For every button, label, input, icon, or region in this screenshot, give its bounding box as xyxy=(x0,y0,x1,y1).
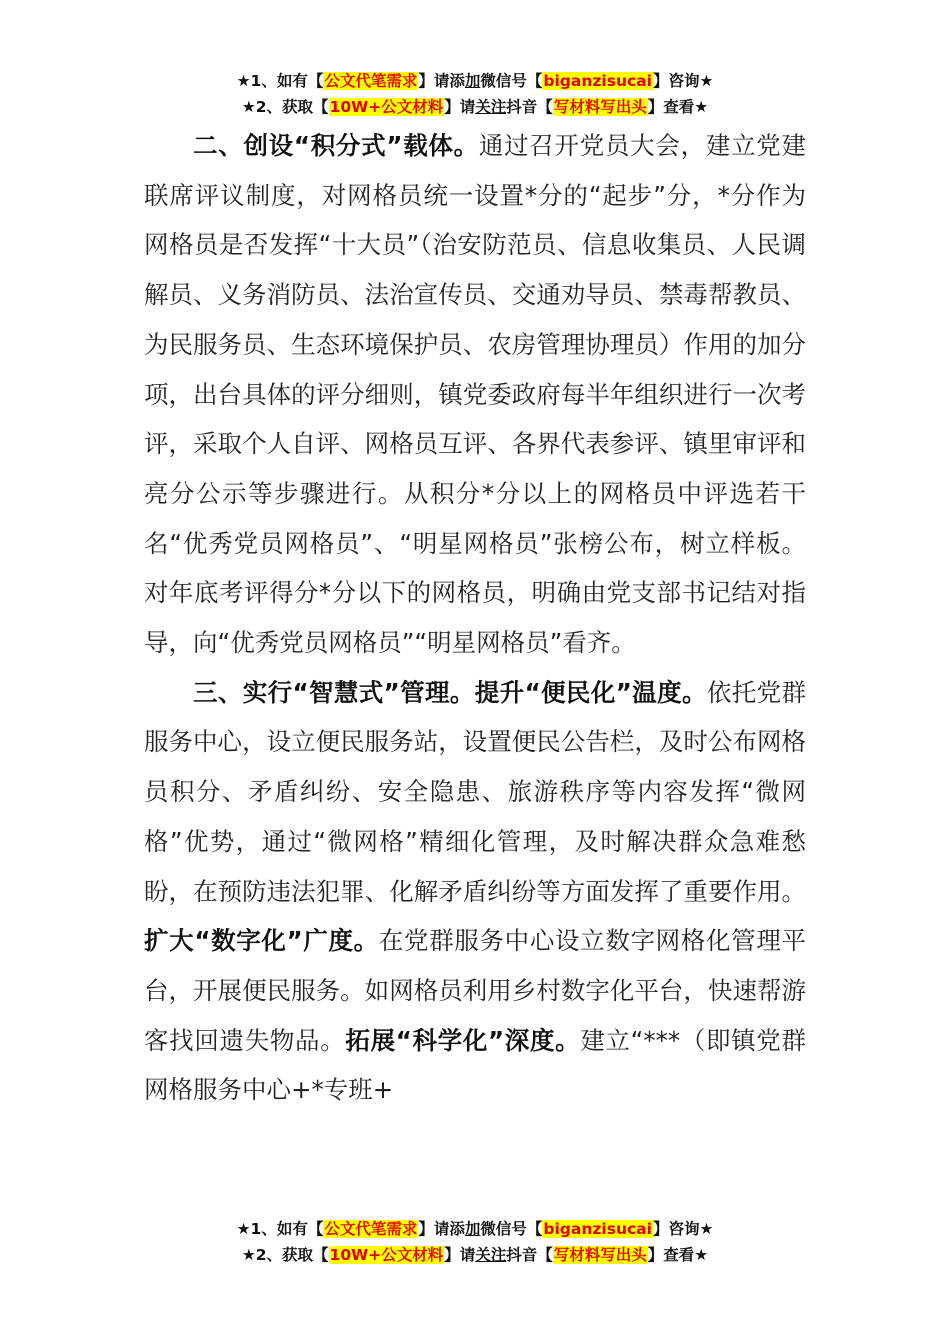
subheading: 扩大“数字化”广度。 xyxy=(144,926,379,956)
banner-text: 微信号【 xyxy=(480,1220,543,1238)
paragraph-text: 通过召开党员大会，建立党建联席评议制度，对网格员统一设置*分的“起步”分，*分作为网格员是否发挥“十大员”（治安防范员、信息收集员、人民调解员、义务消防员、法治宣传员、交通劝导员、禁毒帮教员、为民服务员、生态环境保护员、农房管理协理员）作用的加分项，出台具体的评分细则，镇党委政府每半年组织进行一次考评，采取个人自评、网格员互评、各界代表参评、镇里审评和亮分公示等步骤进行。从积分*分以上的网格员中评选若干名“优秀党员网格员”、“明星网格员”张榜公布，树立样板。对年底考评得分*分以下的网格员，明确由党支部书记结对指导，向“优秀党员网格员”“明星网格员”看齐。 xyxy=(144,131,807,658)
banner-text: 抖音【 xyxy=(506,1246,553,1264)
banner-text: ★2、获取【 xyxy=(241,1246,329,1264)
douyin-id-highlight: 写材料写出头 xyxy=(553,1246,647,1264)
banner-text: 】请添 xyxy=(418,72,465,90)
document-body xyxy=(144,121,806,1115)
wechat-id-highlight: biganzisucai xyxy=(543,1220,652,1238)
footer-banner xyxy=(0,1216,950,1268)
banner-line-1 xyxy=(0,1216,950,1242)
banner-text: 微信号【 xyxy=(480,72,543,90)
banner-text: 】请 xyxy=(444,1246,476,1264)
paragraph-section-2 xyxy=(144,121,806,668)
banner-highlight: 公文代笔需求 xyxy=(324,1220,418,1238)
banner-text: ★2、获取【 xyxy=(241,98,329,116)
header-banner xyxy=(0,68,950,120)
banner-underline: 加 xyxy=(464,1220,481,1238)
banner-text: ★1、如有【 xyxy=(236,1220,324,1238)
banner-underline: 关注 xyxy=(475,1246,507,1264)
banner-text: 】请添 xyxy=(418,1220,465,1238)
banner-text: 】请 xyxy=(444,98,476,116)
banner-text: 】查看★ xyxy=(647,1246,709,1264)
banner-highlight: 10W+公文材料 xyxy=(329,98,444,116)
banner-text: 】咨询★ xyxy=(652,1220,714,1238)
banner-text: 】查看★ xyxy=(647,98,709,116)
banner-text: 】咨询★ xyxy=(652,72,714,90)
paragraph-text: 建立“***（即镇党群网格服务中心+*专班+ xyxy=(144,1025,806,1105)
paragraph-section-3 xyxy=(144,668,806,1115)
banner-highlight: 10W+公文材料 xyxy=(329,1246,444,1264)
banner-text: 抖音【 xyxy=(506,98,553,116)
banner-line-2 xyxy=(0,94,950,120)
banner-underline: 关注 xyxy=(475,98,507,116)
subheading: 拓展“科学化”深度。 xyxy=(345,1025,581,1055)
wechat-id-highlight: biganzisucai xyxy=(543,72,652,90)
banner-line-2 xyxy=(0,1242,950,1268)
section-heading: 三、实行“智慧式”管理。提升“便民化”温度。 xyxy=(193,677,707,707)
banner-text: ★1、如有【 xyxy=(236,72,324,90)
banner-underline: 加 xyxy=(464,72,481,90)
paragraph-text: 在党群服务中心设立数字网格化管理平台，开展便民服务。如网格员利用乡村数字化平台，快速帮游客找回遗失物品。 xyxy=(144,926,806,1055)
section-heading: 二、创设“积分式”载体。 xyxy=(193,131,479,160)
banner-line-1 xyxy=(0,68,950,94)
douyin-id-highlight: 写材料写出头 xyxy=(553,98,647,116)
banner-highlight: 公文代笔需求 xyxy=(324,72,418,90)
paragraph-text: 依托党群服务中心，设立便民服务站，设置便民公告栏，及时公布网格员积分、矛盾纠纷、安全隐患、旅游秩序等内容发挥“微网格”优势，通过“微网格”精细化管理，及时解决群众急难愁盼，在预防违法犯罪、化解矛盾纠纷等方面发挥了重要作用。 xyxy=(144,677,806,906)
